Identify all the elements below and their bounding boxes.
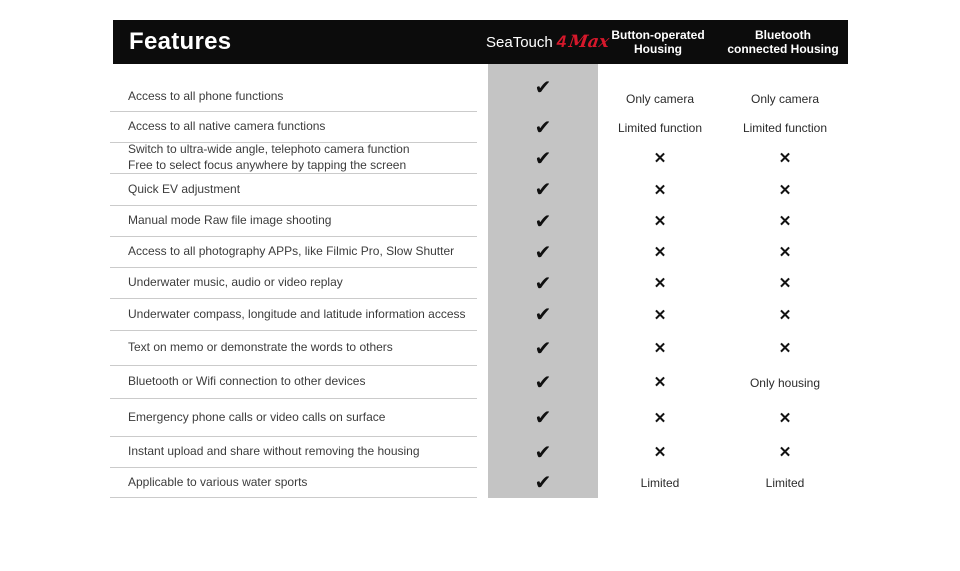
column-gap [477, 143, 488, 174]
seatouch-cell [488, 206, 598, 237]
column-gap [477, 437, 488, 468]
bluetooth-housing-cell [722, 468, 848, 498]
brand-edition: Max [567, 32, 611, 52]
cross-icon: ✕ [778, 340, 792, 357]
table-row [110, 299, 848, 331]
bluetooth-housing-cell [722, 206, 848, 237]
button-housing-cell [598, 206, 722, 237]
check-icon: ✔ [534, 371, 552, 394]
comparison-table [110, 64, 848, 498]
cross-icon: ✕ [653, 275, 667, 292]
button-housing-cell [598, 174, 722, 206]
bluetooth-housing-cell [722, 112, 848, 143]
cross-icon: ✕ [778, 275, 792, 292]
column-header-line: Housing [634, 42, 682, 56]
brand-model-number: 4 [556, 32, 567, 51]
column-gap [477, 331, 488, 366]
feature-label: Access to all native camera functions [110, 112, 477, 143]
check-icon: ✔ [534, 337, 552, 360]
seatouch-cell [488, 366, 598, 399]
seatouch-cell [488, 437, 598, 468]
cross-icon: ✕ [653, 244, 667, 261]
seatouch-cell [488, 468, 598, 498]
seatouch-cell [488, 64, 598, 112]
cross-icon: ✕ [653, 374, 667, 391]
table-row [110, 268, 848, 299]
page-title: Features [129, 28, 232, 55]
table-row [110, 331, 848, 366]
button-housing-column-header [596, 28, 720, 56]
button-housing-cell [598, 64, 722, 112]
table-row [110, 468, 848, 498]
feature-label: Underwater compass, longitude and latitude information access [110, 299, 477, 331]
cross-icon: ✕ [778, 150, 792, 167]
cross-icon: ✕ [653, 409, 667, 427]
feature-label: Bluetooth or Wifi connection to other devices [110, 366, 477, 399]
cross-icon: ✕ [653, 150, 667, 167]
button-housing-cell [598, 437, 722, 468]
brand-name: SeaTouch [486, 34, 553, 51]
bluetooth-housing-cell [722, 64, 848, 112]
check-icon: ✔ [534, 241, 552, 264]
seatouch-cell [488, 237, 598, 268]
cross-icon: ✕ [778, 444, 792, 461]
bluetooth-housing-column-header [720, 28, 846, 56]
bluetooth-housing-cell [722, 174, 848, 206]
check-icon: ✔ [534, 116, 552, 139]
table-row [110, 437, 848, 468]
seatouch-cell [488, 112, 598, 143]
cell-text: Limited function [742, 120, 828, 135]
column-gap [477, 299, 488, 331]
seatouch-cell [488, 331, 598, 366]
bluetooth-housing-cell [722, 399, 848, 437]
column-gap [477, 206, 488, 237]
bluetooth-housing-cell [722, 437, 848, 468]
cell-text: Limited function [617, 120, 703, 135]
check-icon: ✔ [534, 304, 552, 326]
column-gap [477, 237, 488, 268]
cell-text: Limited [640, 476, 680, 490]
cross-icon: ✕ [778, 181, 792, 199]
column-gap [477, 64, 488, 112]
check-icon: ✔ [534, 179, 552, 201]
cross-icon: ✕ [653, 181, 667, 199]
bluetooth-housing-cell [722, 143, 848, 174]
button-housing-cell [598, 299, 722, 331]
table-row [110, 206, 848, 237]
column-gap [477, 399, 488, 437]
table-row [110, 399, 848, 437]
seatouch-cell [488, 299, 598, 331]
check-icon: ✔ [534, 472, 552, 494]
bluetooth-housing-cell [722, 299, 848, 331]
feature-label: Quick EV adjustment [110, 174, 477, 206]
cross-icon: ✕ [653, 444, 667, 461]
column-gap [477, 366, 488, 399]
cross-icon: ✕ [778, 409, 792, 427]
cross-icon: ✕ [653, 213, 667, 230]
feature-label: Underwater music, audio or video replay [110, 268, 477, 299]
seatouch-cell [488, 143, 598, 174]
table-row [110, 174, 848, 206]
seatouch-cell [488, 268, 598, 299]
column-header-line: Bluetooth [755, 27, 811, 42]
cell-text: Only camera [750, 92, 820, 106]
button-housing-cell [598, 331, 722, 366]
check-icon: ✔ [534, 441, 552, 464]
column-header-line: Button-operated [611, 27, 705, 42]
table-row [110, 366, 848, 399]
feature-label: Access to all photography APPs, like Filmic Pro, Slow Shutter [110, 237, 477, 268]
bluetooth-housing-cell [722, 268, 848, 299]
cell-text: Limited [765, 476, 805, 490]
check-icon: ✔ [534, 407, 552, 429]
cross-icon: ✕ [778, 306, 792, 324]
seatouch-cell [488, 174, 598, 206]
cross-icon: ✕ [778, 213, 792, 230]
table-row [110, 112, 848, 143]
check-icon: ✔ [534, 272, 552, 295]
cell-text: Only camera [625, 92, 695, 106]
column-gap [477, 268, 488, 299]
button-housing-cell [598, 143, 722, 174]
column-gap [477, 112, 488, 143]
feature-label: Access to all phone functions [110, 64, 477, 112]
check-icon: ✔ [534, 147, 552, 170]
cross-icon: ✕ [653, 340, 667, 357]
feature-label: Switch to ultra-wide angle, telephoto camera function Free to select focus anywhere by tapping the screen [110, 143, 477, 174]
feature-label: Manual mode Raw file image shooting [110, 206, 477, 237]
feature-label: Text on memo or demonstrate the words to others [110, 331, 477, 366]
button-housing-cell [598, 366, 722, 399]
feature-label: Instant upload and share without removing the housing [110, 437, 477, 468]
check-icon: ✔ [534, 77, 552, 99]
cell-text: Only housing [749, 375, 821, 390]
cross-icon: ✕ [778, 244, 792, 261]
bluetooth-housing-cell [722, 331, 848, 366]
cross-icon: ✕ [653, 306, 667, 324]
check-icon: ✔ [534, 210, 552, 233]
button-housing-cell [598, 399, 722, 437]
feature-label: Applicable to various water sports [110, 468, 477, 498]
button-housing-cell [598, 112, 722, 143]
table-row [110, 64, 848, 112]
seatouch-cell [488, 399, 598, 437]
bluetooth-housing-cell [722, 366, 848, 399]
brand-column-header [472, 32, 611, 52]
feature-label: Emergency phone calls or video calls on surface [110, 399, 477, 437]
button-housing-cell [598, 268, 722, 299]
bluetooth-housing-cell [722, 237, 848, 268]
column-gap [477, 468, 488, 498]
table-row [110, 143, 848, 174]
table-header-bar [113, 20, 848, 64]
column-gap [477, 174, 488, 206]
button-housing-cell [598, 237, 722, 268]
column-header-line: connected Housing [727, 42, 839, 56]
table-row [110, 237, 848, 268]
button-housing-cell [598, 468, 722, 498]
